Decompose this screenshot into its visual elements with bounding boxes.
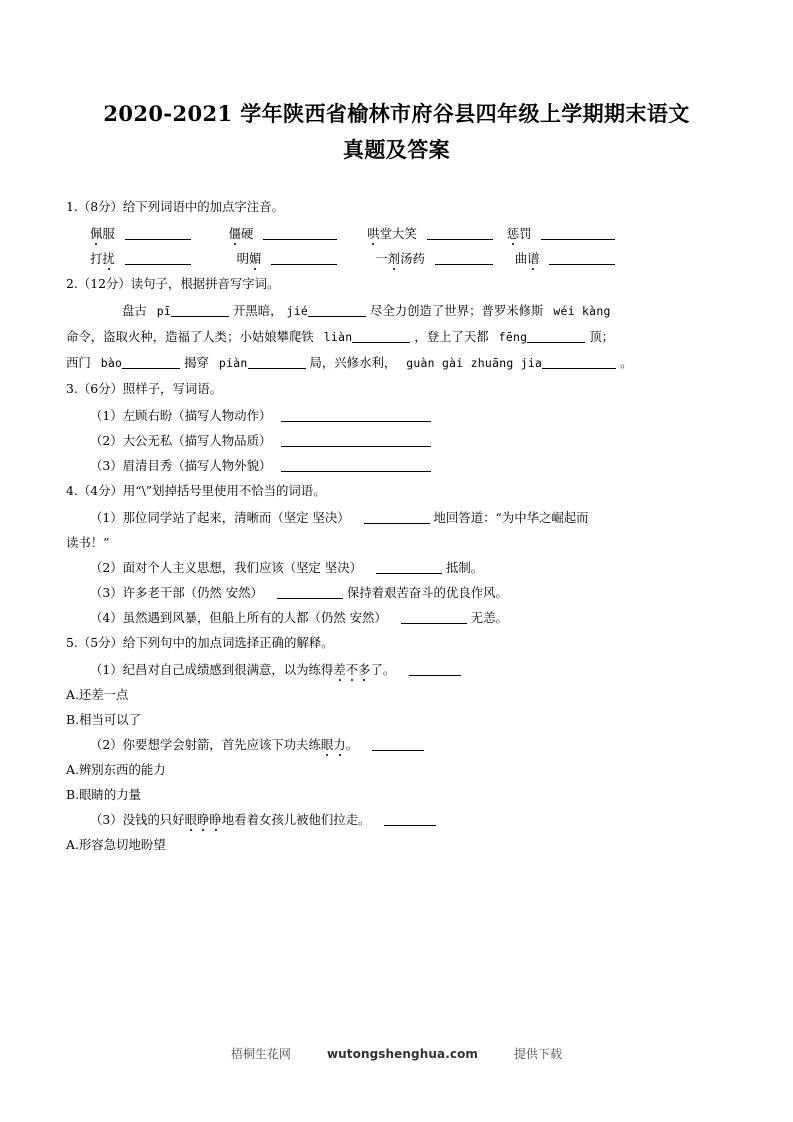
page-title	[60, 0, 733, 168]
answer-blank[interactable]	[384, 813, 436, 826]
question-3-item-3	[60, 453, 733, 478]
word-tail: 堂大笑	[379, 226, 417, 242]
word-2-3	[375, 251, 425, 266]
question-4	[60, 478, 733, 630]
dotted-char: 惩	[506, 226, 520, 242]
dotted-char: 谱	[527, 251, 540, 267]
question-3-prompt: 3.（6分）照样子，写词语。	[66, 381, 223, 397]
question-2-prompt: 2.（12分）读句子，根据拼音写字词。	[66, 276, 280, 292]
footer-site-url[interactable]: wutongshenghua.com	[326, 1046, 479, 1061]
text-segment: 局，兴修水利，	[309, 355, 397, 371]
question-2-line-3	[60, 350, 733, 376]
word-tail: 服	[102, 226, 115, 242]
question-2-line-2	[60, 324, 733, 350]
answer-blank[interactable]	[281, 459, 431, 472]
text-segment: 揭穿	[184, 355, 209, 371]
item-text: （2）面对个人主义思想，我们应该（坚定 坚决）	[90, 560, 363, 576]
question-5-item-3-option-a[interactable]: A.形容急切地盼望	[66, 837, 166, 853]
pinyin-hint: pī	[156, 304, 172, 319]
item-text-tail: 无恙。	[470, 610, 508, 626]
answer-blank[interactable]	[542, 356, 616, 369]
question-5-item-2-option-b[interactable]: B.眼睛的力量	[66, 787, 141, 803]
dotted-char: 哄	[367, 226, 380, 242]
footer-action: 提供下载	[514, 1047, 563, 1061]
item-text-tail: 保持着艰苦奋斗的优良作风。	[346, 585, 508, 601]
answer-blank[interactable]	[122, 356, 180, 369]
question-5-item-1-option-b[interactable]: B.相当可以了	[66, 712, 141, 728]
word-2-2	[237, 251, 262, 266]
question-3-item-2	[60, 428, 733, 453]
question-4-item-1	[60, 505, 733, 530]
stem-text: （1）纪昌对自己成绩感到很满意，以为练得	[90, 662, 334, 678]
text-segment: 。	[620, 355, 633, 371]
question-1-prompt: 1.（8分）给下列词语中的加点字注音。	[66, 199, 284, 215]
answer-blank[interactable]	[541, 227, 615, 240]
answer-blank[interactable]	[308, 304, 366, 317]
dotted-char: 媚	[249, 251, 262, 267]
footer	[0, 1045, 793, 1062]
answer-blank[interactable]	[352, 330, 410, 343]
answer-blank[interactable]	[281, 434, 431, 447]
answer-blank[interactable]	[527, 330, 585, 343]
answer-blank[interactable]	[248, 356, 306, 369]
word-head: 一	[375, 251, 388, 267]
answer-blank[interactable]	[171, 304, 229, 317]
text-segment: 西门	[66, 355, 91, 371]
pinyin-hint: piàn	[218, 356, 248, 371]
word-1-3	[367, 226, 417, 241]
answer-blank[interactable]	[364, 511, 430, 524]
question-5-item-1-stem	[60, 657, 733, 682]
dotted-phrase: 眼睁睁	[184, 812, 222, 828]
pinyin-hint: liàn	[323, 330, 353, 345]
word-head: 曲	[514, 251, 528, 267]
word-2-1	[90, 251, 115, 266]
dotted-phrase: 差不多	[333, 662, 371, 678]
answer-blank[interactable]	[427, 227, 493, 240]
pinyin-hint: guàn gài zhuāng jia	[406, 356, 543, 371]
word-1-2	[229, 226, 254, 241]
word-tail: 硬	[241, 226, 254, 242]
answer-blank[interactable]	[401, 611, 467, 624]
answer-blank[interactable]	[281, 409, 431, 422]
exam-body	[60, 194, 733, 857]
text-segment: 开黑暗，	[233, 303, 283, 319]
word-tail: 罚	[519, 226, 532, 242]
text-segment: 盘古	[122, 303, 147, 319]
text-segment: 尽全力创造了世界；普罗米修斯	[369, 303, 544, 319]
answer-blank[interactable]	[125, 227, 191, 240]
dotted-char: 佩	[90, 226, 103, 242]
question-5-item-3-stem	[60, 807, 733, 832]
text-segment: ，登上了天都	[414, 329, 489, 345]
item-text-tail: 地回答道：“为中华之崛起而	[433, 510, 589, 526]
question-5-prompt: 5.（5分）给下列句中的加点词选择正确的解释。	[66, 635, 334, 651]
item-text-tail: 抵制。	[445, 560, 484, 576]
question-4-prompt: 4.（4分）用“\”划掉括号里使用不恰当的词语。	[66, 483, 326, 499]
question-1	[60, 194, 733, 271]
answer-blank[interactable]	[263, 227, 337, 240]
word-1-4	[507, 226, 532, 241]
dotted-char: 剂	[387, 251, 401, 267]
question-4-item-3	[60, 580, 733, 605]
answer-blank[interactable]	[409, 663, 461, 676]
answer-blank[interactable]	[549, 252, 615, 265]
stem-text: （2）你要想学会射箭，首先应该下功夫练	[90, 737, 321, 753]
item-text-continued: 读书！”	[66, 535, 110, 551]
question-2	[60, 271, 733, 376]
answer-blank[interactable]	[376, 561, 442, 574]
question-2-line-1	[60, 298, 733, 324]
word-1-1	[90, 226, 115, 241]
dotted-phrase: 眼力	[320, 737, 346, 753]
item-label: （3）眉清目秀（描写人物外貌）	[90, 458, 272, 474]
question-5	[60, 630, 733, 857]
answer-blank[interactable]	[271, 252, 337, 265]
page-title-line-1: 2020-2021 学年陕西省榆林市府谷县四年级上学期期末语文	[103, 101, 690, 126]
stem-text-tail: 了。	[370, 662, 396, 678]
stem-text-tail: 。	[345, 737, 359, 753]
text-segment: 命令，盗取火种，造福了人类；小姑娘攀爬铁	[66, 329, 314, 345]
answer-blank[interactable]	[372, 738, 424, 751]
stem-text-tail: 地看着女孩儿被他们拉走。	[221, 812, 371, 828]
word-2-4	[515, 251, 540, 266]
question-3	[60, 376, 733, 478]
question-5-item-2-stem	[60, 732, 733, 757]
pinyin-hint: bào	[100, 356, 123, 371]
answer-blank[interactable]	[435, 252, 493, 265]
question-1-row-1	[60, 221, 733, 246]
pinyin-hint: wéi kàng	[553, 304, 611, 319]
item-label: （2）大公无私（描写人物品质）	[90, 433, 272, 449]
item-text: （1）那位同学站了起来，清晰而（坚定 坚决）	[90, 510, 350, 526]
pinyin-hint: jié	[286, 304, 309, 319]
footer-brand: 梧桐生花网	[230, 1047, 291, 1061]
answer-blank[interactable]	[277, 586, 343, 599]
page-title-line-2: 真题及答案	[343, 137, 450, 163]
text-segment: 顶；	[589, 329, 615, 345]
word-tail: 汤药	[400, 251, 425, 267]
item-text: （3）许多老干部（仍然 安然）	[90, 585, 263, 601]
question-5-item-2-option-a[interactable]: A.辨别东西的能力	[66, 762, 166, 778]
answer-blank[interactable]	[125, 252, 191, 265]
word-head: 打	[90, 251, 103, 267]
dotted-char: 僵	[228, 226, 242, 242]
item-label: （1）左顾右盼（描写人物动作）	[90, 408, 272, 424]
stem-text: （3）没钱的只好	[90, 812, 185, 828]
pinyin-hint: fēng	[498, 330, 528, 345]
word-head: 明	[236, 251, 250, 267]
question-4-item-2	[60, 555, 733, 580]
dotted-char: 扰	[102, 251, 115, 267]
item-text: （4）虽然遇到风暴，但船上所有的人都（仍然 安然）	[90, 610, 387, 626]
question-4-item-1-cont	[60, 530, 733, 555]
question-5-item-1-option-a[interactable]: A.还差一点	[66, 687, 129, 703]
question-1-row-2	[60, 246, 733, 271]
question-4-item-4	[60, 605, 733, 630]
question-3-item-1	[60, 403, 733, 428]
